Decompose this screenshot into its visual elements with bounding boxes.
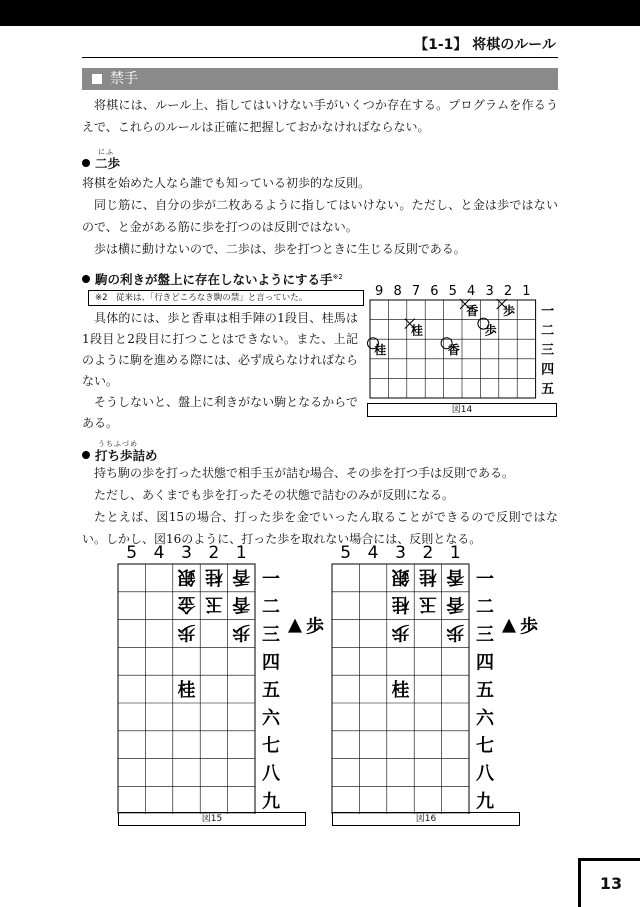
- uchifu-p2: ただし、あくまでも歩を打ったその状態で詰むのみが反則になる。: [94, 488, 455, 502]
- file-label: 4: [467, 284, 476, 299]
- dead-piece-p1: 具体的には、歩と香車は相手陣の1段目、桂馬は1段目と2段目に打つことはできない。また、上記のように駒を進める際には、必ず成らなければならない。: [82, 311, 359, 388]
- page-number: 13: [578, 858, 640, 907]
- top-black-bar: [0, 0, 640, 26]
- nifu-ruby: にふ: [98, 148, 114, 156]
- footnote-marker: ※2: [332, 273, 343, 281]
- dead-piece-title: 駒の利きが盤上に存在しないようにする手: [95, 272, 333, 287]
- rank-label: 七: [476, 735, 494, 757]
- file-label: 1: [235, 543, 247, 563]
- rank-label: 三: [476, 624, 494, 646]
- uchifu-ruby: うちふづめ: [98, 440, 138, 448]
- rank-label: 一: [541, 303, 555, 319]
- file-label: 1: [449, 543, 461, 563]
- file-label: 3: [485, 284, 494, 299]
- file-label: 8: [393, 284, 402, 299]
- piece: 歩: [446, 621, 465, 643]
- rank-label: 七: [262, 735, 280, 757]
- footnote-box: ※2 従来は、「行きどころなき駒の禁」と言っていた。: [88, 290, 364, 306]
- rank-label: 八: [476, 763, 494, 785]
- piece: 玉: [204, 593, 223, 615]
- rank-label: 二: [541, 323, 555, 339]
- rank-label: 六: [476, 707, 494, 729]
- nifu-heading: [82, 154, 120, 172]
- piece: 香: [447, 343, 460, 357]
- rank-label: 九: [262, 791, 280, 813]
- rank-label: 四: [476, 652, 494, 674]
- file-label: 5: [448, 284, 457, 299]
- file-label: 3: [395, 543, 406, 563]
- piece: 桂: [391, 680, 410, 702]
- nifu-p3: 歩は横に動けないので、二歩は、歩を打つときに生じる反則である。: [94, 242, 466, 256]
- rank-label: 八: [262, 763, 280, 785]
- intro-paragraph: 将棋には、ルール上、指してはいけない手がいくつか存在する。プログラムを作るうえで、これらのルールは正確に把握しておかなければならない。: [82, 98, 558, 134]
- rank-label: 五: [541, 382, 555, 398]
- piece: 桂: [177, 680, 196, 702]
- uchifu-p1: 持ち駒の歩を打った状態で相手玉が詰む場合、その歩を打つ手は反則である。: [94, 466, 515, 480]
- rank-label: 一: [262, 568, 280, 590]
- piece: 桂: [410, 323, 424, 338]
- rank-label: 六: [262, 707, 280, 729]
- figure-15-caption: 図15: [118, 812, 306, 826]
- header-rule: [82, 57, 558, 58]
- uchifu-p3: たとえば、図15の場合、打った歩を金でいったん取ることができるので反則ではない。しかし、図16のように、打った歩を取れない場合には、反則となる。: [82, 510, 558, 546]
- rank-label: 九: [476, 791, 494, 813]
- rank-label: 三: [262, 624, 280, 646]
- section-heading: [82, 68, 558, 90]
- figure-16-caption: 図16: [332, 812, 520, 826]
- file-label: 9: [375, 284, 384, 299]
- nifu-title: 二歩: [95, 156, 121, 171]
- dead-piece-heading: [82, 270, 343, 288]
- bullet-icon: [82, 451, 90, 459]
- file-label: 6: [430, 284, 439, 299]
- file-label: 3: [181, 543, 192, 563]
- rank-label: 四: [541, 362, 555, 378]
- bullet-icon: [82, 159, 90, 167]
- piece: 香: [232, 565, 251, 587]
- sente-triangle-icon: [288, 619, 302, 633]
- piece: 歩: [391, 621, 410, 643]
- rank-label: 五: [262, 680, 280, 702]
- file-label: 5: [126, 543, 138, 563]
- file-label: 7: [411, 284, 421, 299]
- rank-label: 四: [262, 652, 280, 674]
- piece: 歩: [484, 323, 497, 338]
- file-label: 2: [422, 543, 434, 563]
- piece: 歩: [232, 621, 251, 643]
- piece: 香: [232, 593, 251, 615]
- piece: 歩: [502, 303, 516, 318]
- piece: 桂: [204, 565, 223, 587]
- section-title: 禁手: [110, 71, 138, 87]
- file-label: 2: [503, 284, 513, 299]
- piece: 桂: [391, 593, 410, 615]
- figure-14-caption: 図14: [367, 403, 557, 417]
- piece: 香: [466, 303, 479, 318]
- rank-label: 二: [476, 596, 494, 618]
- figure-14-board: [362, 282, 562, 404]
- rank-label: 三: [541, 343, 555, 358]
- rank-label: 一: [476, 568, 494, 590]
- chapter-header: 【1-1】 将棋のルール: [414, 37, 556, 53]
- bullet-icon: [82, 275, 90, 283]
- dead-piece-p2: そうしないと、盤上に利きがない駒となるからである。: [82, 395, 358, 430]
- piece: 桂: [418, 565, 437, 587]
- sente-triangle-icon: [502, 619, 516, 633]
- file-label: 4: [367, 543, 379, 563]
- square-bullet-icon: [92, 74, 102, 84]
- piece: 銀: [177, 565, 196, 587]
- piece: 金: [177, 593, 196, 615]
- piece: 歩: [177, 621, 196, 643]
- rank-label: 二: [262, 596, 280, 618]
- piece: 玉: [418, 593, 437, 615]
- figure-16-board: [326, 538, 542, 814]
- uchifu-title: 打ち歩詰め: [95, 448, 158, 463]
- piece: 香: [446, 565, 465, 587]
- nifu-p1: 将棋を始めた人なら誰でも知っている初歩的な反則。: [82, 176, 371, 190]
- file-label: 4: [153, 543, 165, 563]
- file-label: 1: [522, 284, 531, 299]
- piece: 桂: [374, 343, 387, 357]
- piece: 香: [446, 593, 465, 615]
- rank-label: 五: [476, 680, 494, 702]
- nifu-p2: 同じ筋に、自分の歩が二枚あるように指してはいけない。ただし、と金は歩ではないので、と金がある筋に歩を打つのは反則ではない。: [82, 198, 558, 234]
- piece: 銀: [391, 565, 410, 587]
- hand-piece: 歩: [520, 616, 538, 638]
- figure-15-board: [112, 538, 328, 814]
- hand-piece: 歩: [306, 616, 324, 638]
- file-label: 2: [208, 543, 220, 563]
- file-label: 5: [340, 543, 352, 563]
